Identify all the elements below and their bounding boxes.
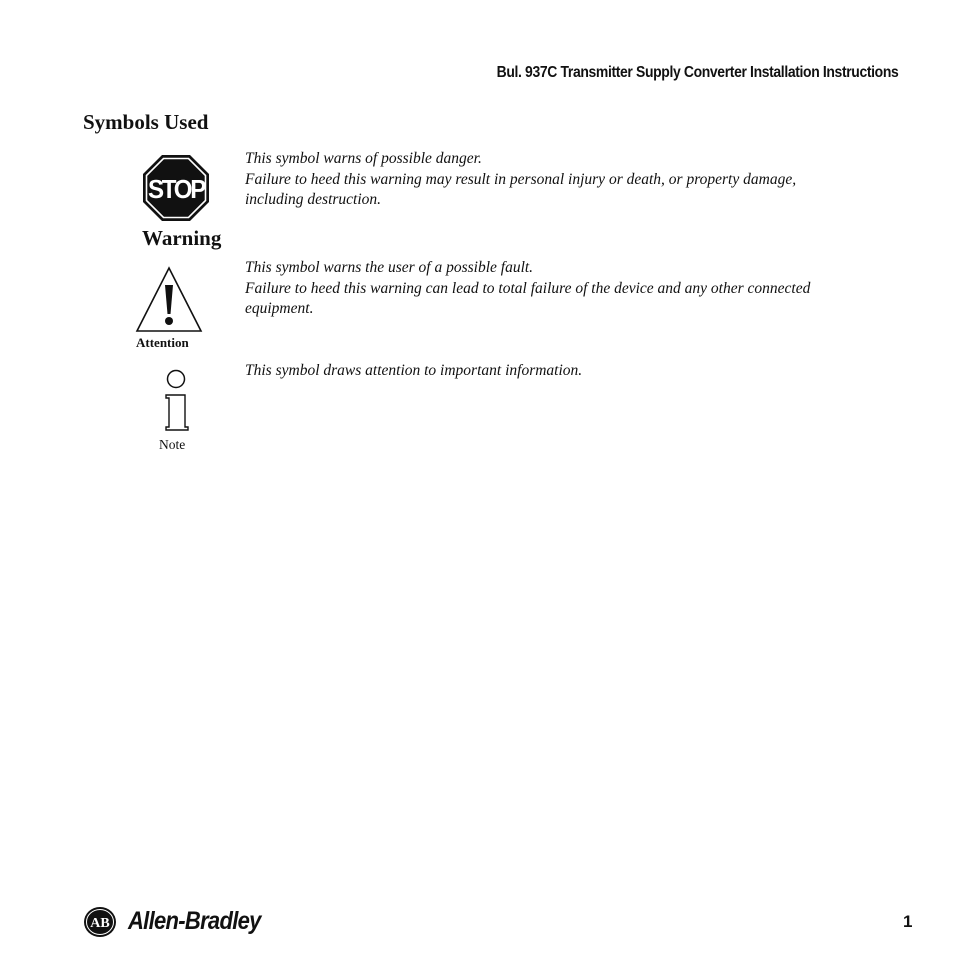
page-number: 1 (903, 912, 913, 931)
info-i-icon (162, 369, 190, 433)
ab-logo-text: AB (90, 916, 110, 931)
document-header-title: Bul. 937C Transmitter Supply Converter Installation Instructions (496, 64, 898, 81)
warning-description-line1: This symbol warns of possible danger. (245, 150, 482, 167)
warning-description-line2: Failure to heed this warning may result in personal injury or death, or property damage, including destruction. (245, 170, 797, 208)
warning-caption: Warning (142, 226, 222, 250)
attention-description-line1: This symbol warns the user of a possible fault. (245, 259, 534, 276)
note-caption: Note (159, 437, 186, 452)
note-description (245, 361, 825, 382)
attention-description (245, 258, 825, 320)
stop-sign-icon (142, 154, 210, 222)
warning-description (245, 149, 825, 211)
attention-caption: Attention (136, 335, 189, 350)
stop-sign-label: STOP (148, 174, 206, 204)
exclamation-triangle-icon (135, 266, 203, 334)
brand-name: Allen-Bradley (128, 907, 261, 935)
ab-logo-icon (83, 906, 117, 945)
attention-description-line2: Failure to heed this warning can lead to total failure of the device and any other connected equipment. (245, 279, 811, 317)
note-description-line1: This symbol draws attention to important information. (245, 362, 583, 379)
section-heading: Symbols Used (83, 110, 209, 134)
